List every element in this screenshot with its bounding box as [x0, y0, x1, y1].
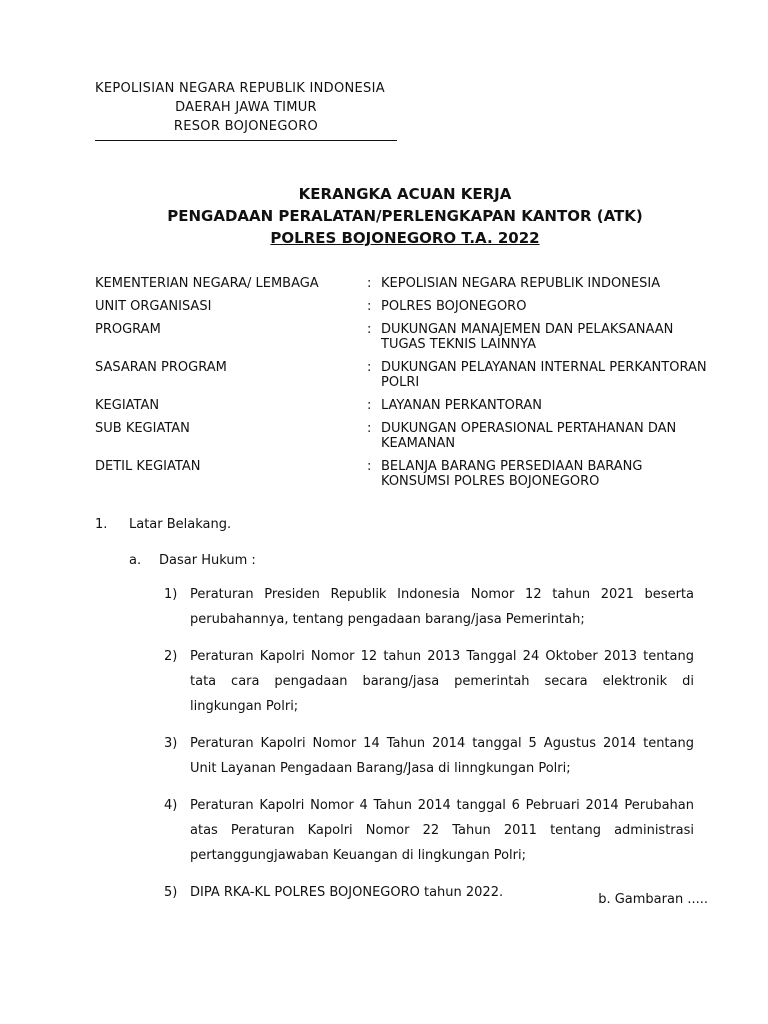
document-title — [0, 183, 768, 249]
subsection-title: Dasar Hukum : — [159, 553, 256, 568]
info-value: DUKUNGAN OPERASIONAL PERTAHANAN DAN KEAMANAN — [381, 421, 677, 451]
info-label: DETIL KEGIATAN — [95, 459, 201, 474]
info-row — [95, 299, 715, 314]
info-colon: : — [367, 299, 372, 314]
subsection-heading — [129, 553, 705, 569]
info-label: UNIT ORGANISASI — [95, 299, 212, 314]
info-label: KEGIATAN — [95, 398, 160, 413]
letterhead — [95, 79, 397, 141]
list-item-text: Peraturan Kapolri Nomor 12 tahun 2013 Tanggal 24 Oktober 2013 tentang tata cara pengadaan barang/jasa pemerintah secara elektronik di lingkungan Polri; — [190, 649, 694, 714]
info-label: PROGRAM — [95, 322, 161, 337]
list-item — [164, 582, 694, 632]
title-line-1: KERANGKA ACUAN KERJA — [298, 185, 512, 203]
list-item-number: 4) — [164, 798, 178, 813]
list-item-text: DIPA RKA-KL POLRES BOJONEGORO tahun 2022. — [190, 885, 504, 900]
info-colon: : — [367, 459, 372, 474]
letterhead-underline — [95, 140, 397, 141]
info-value: LAYANAN PERKANTORAN — [381, 398, 543, 413]
info-colon: : — [367, 360, 372, 375]
info-value: BELANJA BARANG PERSEDIAAN BARANG KONSUMSI POLRES BOJONEGORO — [381, 459, 643, 489]
info-row — [95, 398, 715, 413]
info-value: DUKUNGAN MANAJEMEN DAN PELAKSANAAN TUGAS TEKNIS LAINNYA — [381, 322, 674, 352]
legal-basis-list — [164, 582, 694, 905]
section-heading — [95, 517, 705, 533]
list-item-number: 5) — [164, 885, 178, 900]
info-value: KEPOLISIAN NEGARA REPUBLIK INDONESIA — [381, 276, 661, 291]
info-value: DUKUNGAN PELAYANAN INTERNAL PERKANTORAN POLRI — [381, 360, 707, 390]
list-item-text: Peraturan Kapolri Nomor 4 Tahun 2014 tanggal 6 Pebruari 2014 Perubahan atas Peraturan Kapolri Nomor 22 Tahun 2011 tentang administrasi pertanggungjawaban Keuangan di lingkungan Polri; — [190, 798, 694, 863]
list-item-text: Peraturan Presiden Republik Indonesia Nomor 12 tahun 2021 beserta perubahannya, tentang pengadaan barang/jasa Pemerintah; — [190, 587, 694, 627]
section-title: Latar Belakang. — [129, 517, 232, 532]
info-row — [95, 322, 715, 352]
letterhead-line-1: KEPOLISIAN NEGARA REPUBLIK INDONESIA — [95, 81, 385, 96]
subsection-number: a. — [129, 553, 142, 568]
list-item-number: 2) — [164, 649, 178, 664]
info-row — [95, 421, 715, 451]
info-row — [95, 360, 715, 390]
info-label: SUB KEGIATAN — [95, 421, 190, 436]
title-line-3: POLRES BOJONEGORO T.A. 2022 — [270, 229, 540, 247]
letterhead-line-3: RESOR BOJONEGORO — [173, 119, 319, 134]
info-label: KEMENTERIAN NEGARA/ LEMBAGA — [95, 276, 319, 291]
letterhead-line-2: DAERAH JAWA TIMUR — [175, 100, 317, 115]
list-item — [164, 644, 694, 719]
info-colon: : — [367, 398, 372, 413]
list-item — [164, 793, 694, 868]
list-item — [164, 731, 694, 781]
info-label: SASARAN PROGRAM — [95, 360, 227, 375]
info-colon: : — [367, 322, 372, 337]
info-row — [95, 276, 715, 291]
title-line-2: PENGADAAN PERALATAN/PERLENGKAPAN KANTOR (ATK) — [167, 207, 643, 225]
list-item-text: Peraturan Kapolri Nomor 14 Tahun 2014 tanggal 5 Agustus 2014 tentang Unit Layanan Pengadaan Barang/Jasa di linngkungan Polri; — [190, 736, 694, 776]
info-table — [95, 276, 715, 497]
info-colon: : — [367, 421, 372, 436]
info-row — [95, 459, 715, 489]
info-colon: : — [367, 276, 372, 291]
info-value: POLRES BOJONEGORO — [381, 299, 527, 314]
section-number: 1. — [95, 517, 108, 532]
section-latar-belakang — [95, 517, 705, 917]
list-item-number: 1) — [164, 587, 178, 602]
next-page-marker: b. Gambaran ..... — [598, 892, 708, 907]
list-item-number: 3) — [164, 736, 178, 751]
